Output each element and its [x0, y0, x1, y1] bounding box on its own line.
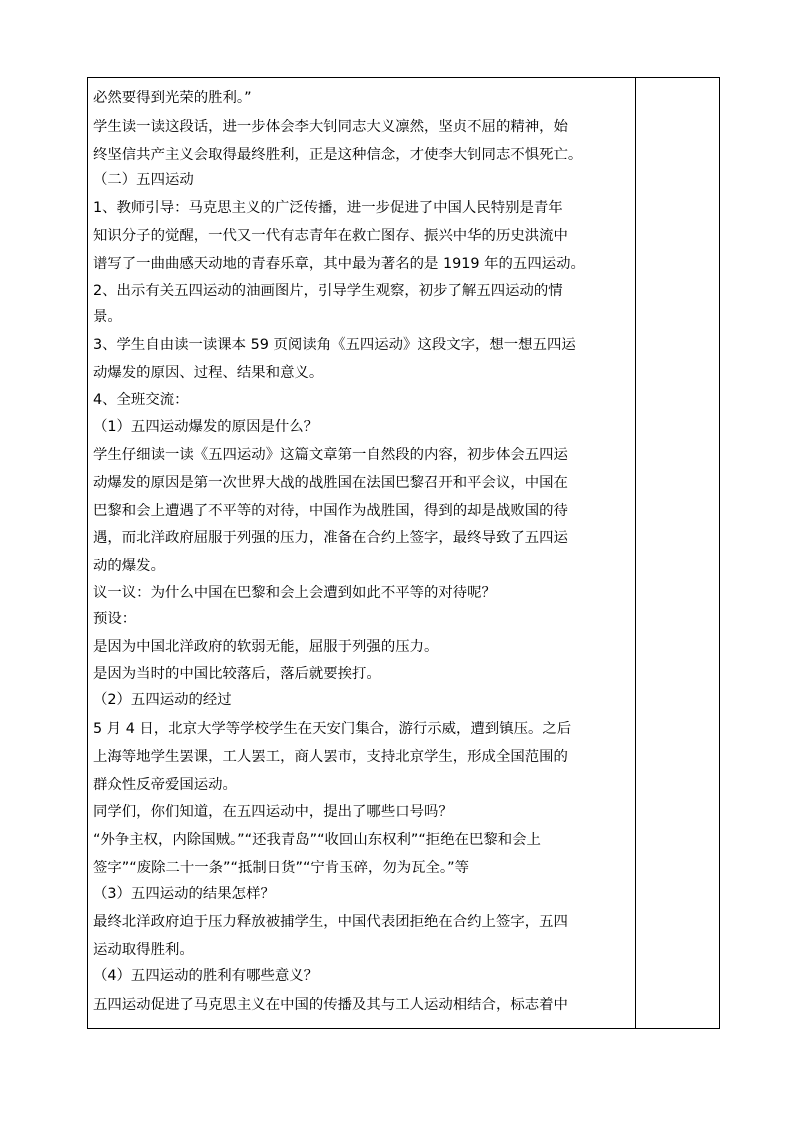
question-heading: （4）五四运动的胜利有哪些意义？: [93, 968, 319, 984]
text-line: 预设：: [93, 611, 137, 627]
text-line: 2、出示有关五四运动的油画图片，引导学生观察，初步了解五四运动的情: [93, 283, 563, 299]
text-line: 上海等地学生罢课，工人罢工，商人罢市，支持北京学生，形成全国范围的: [93, 749, 568, 765]
text-line: 动爆发的原因、过程、结果和意义。: [93, 365, 324, 381]
text-line: 议一议：为什么中国在巴黎和会上会遭到如此不平等的对待呢？: [93, 585, 496, 601]
text-line: 学生读一读这段话，进一步体会李大钊同志大义凛然，坚贞不屈的精神，始: [93, 119, 568, 135]
text-line: 运动取得胜利。: [93, 942, 194, 958]
notes-cell: [636, 78, 719, 1028]
text-line: 谱写了一曲曲感天动地的青春乐章，其中最为著名的是 1919 年的五四运动。: [93, 256, 585, 272]
text-line: 五四运动促进了马克思主义在中国的传播及其与工人运动相结合，标志着中: [93, 997, 568, 1013]
text-line: 动的爆发。: [93, 558, 165, 574]
question-heading: （2）五四运动的经过: [93, 692, 232, 708]
text-line: 最终北洋政府迫于压力释放被捕学生，中国代表团拒绝在合约上签字，五四: [93, 914, 568, 930]
text-line: 遇，而北洋政府屈服于列强的压力，准备在合约上签字，最终导致了五四运: [93, 530, 568, 546]
section-heading: （二）五四运动: [93, 172, 194, 188]
text-line: 动爆发的原因是第一次世界大战的战胜国在法国巴黎召开和平会议，中国在: [93, 475, 568, 491]
text-line: 是因为当时的中国比较落后，落后就要挨打。: [93, 666, 381, 682]
text-line: 3、学生自由读一读课本 59 页阅读角《五四运动》这段文字，想一想五四运: [93, 337, 576, 353]
text-line: 景。: [93, 309, 122, 325]
text-line: 4、全班交流：: [93, 392, 189, 408]
text-line: 知识分子的觉醒，一代又一代有志青年在救亡图存、振兴中华的历史洪流中: [93, 228, 568, 244]
text-line: 同学们，你们知道，在五四运动中，提出了哪些口号吗？: [93, 804, 453, 820]
text-line: 必然要得到光荣的胜利。”: [93, 90, 252, 106]
lesson-plan-table: [87, 77, 720, 1029]
text-line: 签字”“废除二十一条”“抵制日货”“宁肯玉碎，勿为瓦全。”等: [93, 860, 469, 876]
text-line: 终坚信共产主义会取得最终胜利，正是这种信念，才使李大钊同志不惧死亡。: [93, 147, 583, 163]
text-line: “外争主权，内除国贼。”“还我青岛”“收回山东权利”“拒绝在巴黎和会上: [93, 832, 541, 848]
content-cell: [88, 78, 635, 1028]
question-heading: （1）五四运动爆发的原因是什么？: [93, 419, 319, 435]
text-line: 巴黎和会上遭遇了不平等的对待，中国作为战胜国，得到的却是战败国的待: [93, 503, 568, 519]
text-line: 是因为中国北洋政府的软弱无能，屈服于列强的压力。: [93, 639, 439, 655]
text-line: 5 月 4 日，北京大学等学校学生在天安门集合，游行示威，遭到镇压。之后: [93, 721, 572, 737]
text-line: 学生仔细读一读《五四运动》这篇文章第一自然段的内容，初步体会五四运: [93, 447, 568, 463]
text-line: 群众性反帝爱国运动。: [93, 777, 237, 793]
question-heading: （3）五四运动的结果怎样？: [93, 886, 275, 902]
text-line: 1、教师引导：马克思主义的广泛传播，进一步促进了中国人民特别是青年: [93, 200, 563, 216]
